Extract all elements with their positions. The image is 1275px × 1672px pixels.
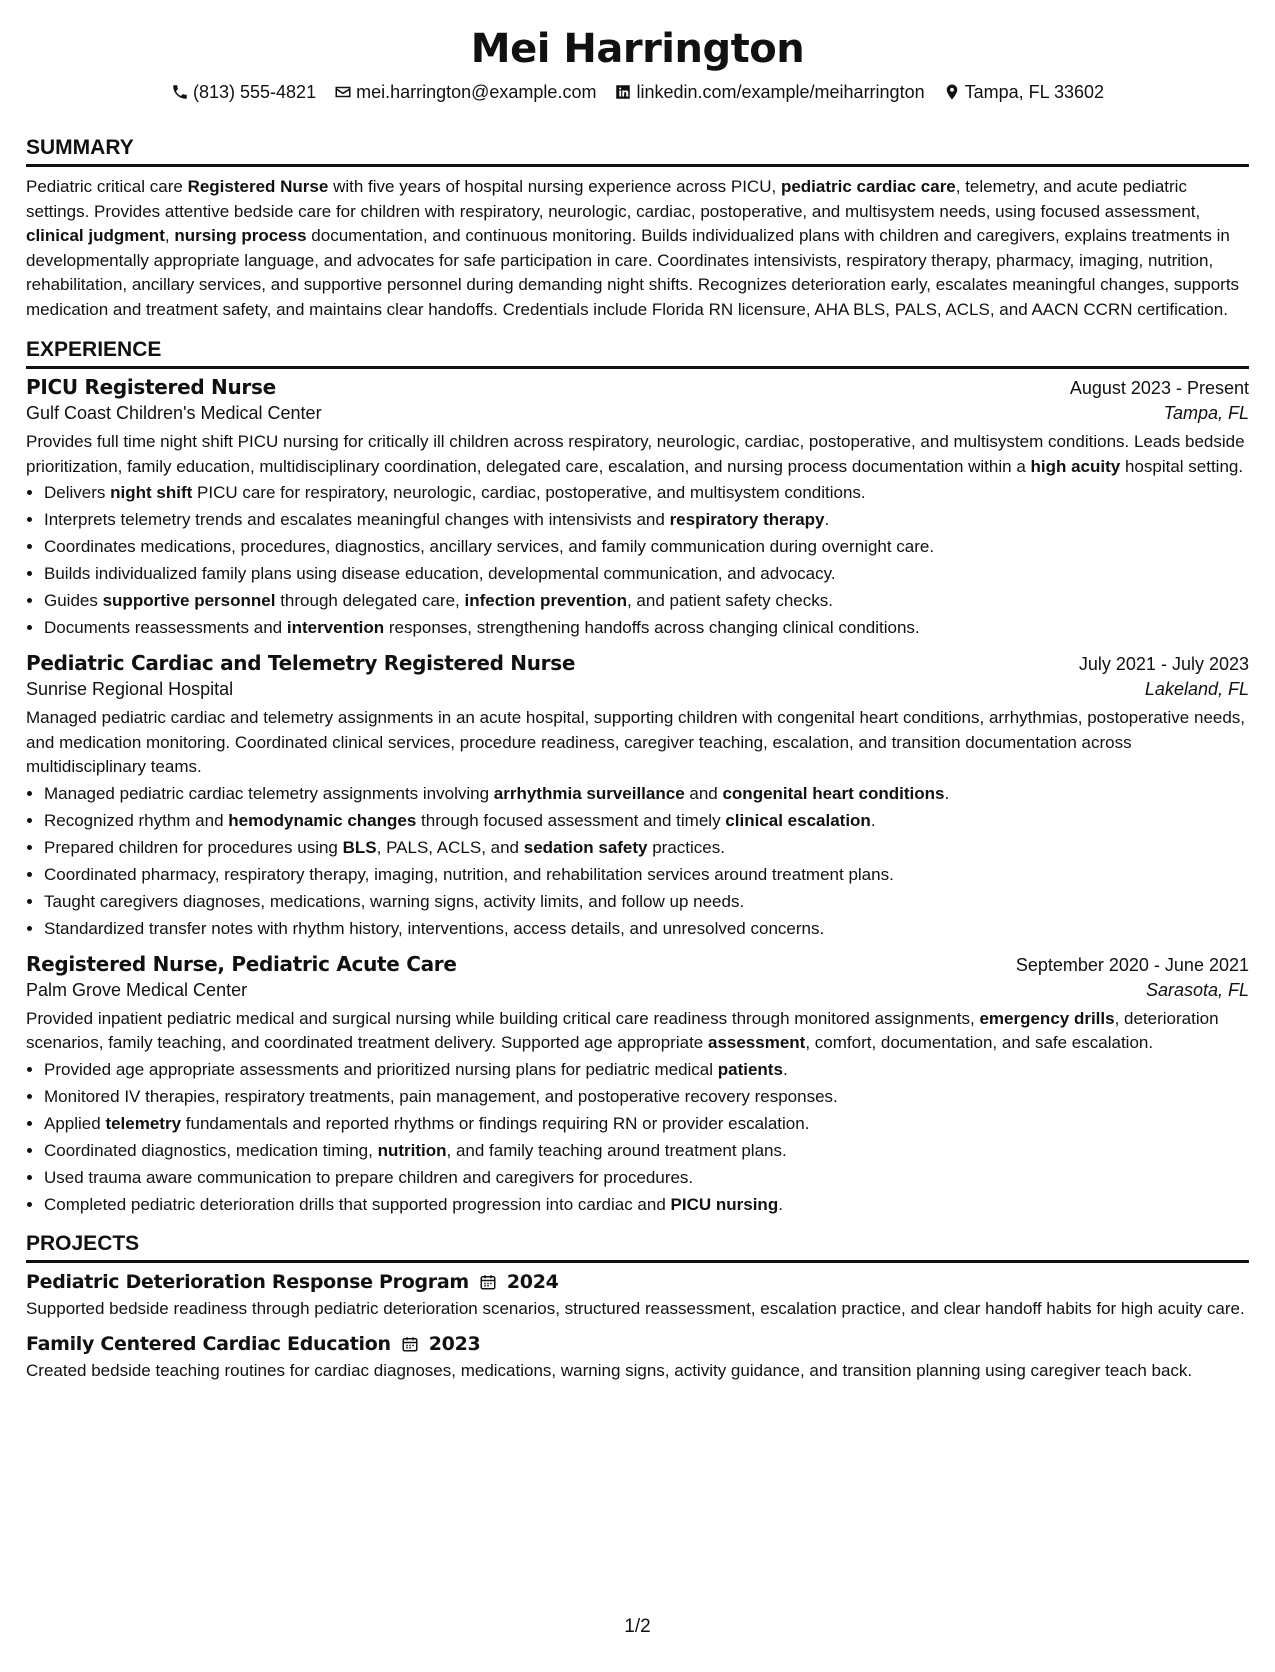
text-run: Provided age appropriate assessments and prioritized nursing plans for pediatric medical [44, 1059, 718, 1079]
bold-keyword: patients [717, 1059, 783, 1079]
project-entry [26, 1333, 1249, 1384]
bullet-item [44, 1137, 1249, 1164]
text-run: , comfort, documentation, and safe escalation. [805, 1033, 1154, 1052]
text-run: Coordinates medications, procedures, diagnostics, ancillary services, and family communication during overnight care. [44, 537, 935, 556]
text-run: through delegated care, [275, 591, 465, 610]
section-title-summary: SUMMARY [26, 134, 1249, 167]
job-bullets [26, 780, 1249, 942]
job-dates: July 2021 - July 2023 [1078, 654, 1249, 674]
text-run: responses, strengthening handoffs across changing clinical conditions. [384, 618, 920, 637]
text-run: . [778, 1194, 783, 1214]
text-run: Documents reassessments and [44, 618, 287, 637]
text-run: PICU care for respiratory, neurologic, cardiac, postoperative, and multisystem conditions. [192, 483, 866, 502]
envelope-icon [334, 83, 352, 101]
text-run: and [684, 783, 723, 803]
bullet-item [44, 1164, 1249, 1191]
bold-keyword: intervention [286, 618, 385, 637]
bold-keyword: Registered Nurse [187, 177, 329, 196]
project-title: Family Centered Cardiac Education [26, 1333, 391, 1355]
map-pin-icon [943, 83, 961, 101]
text-run: Provided inpatient pediatric medical and surgical nursing while building critical care readiness through monitored assignments, [26, 1008, 980, 1028]
text-run: Managed pediatric cardiac telemetry assignments involving [44, 783, 494, 803]
projects-section [26, 1230, 1249, 1384]
bullet-item [44, 1110, 1249, 1137]
job-entry [26, 651, 1249, 942]
section-title-experience: EXPERIENCE [26, 336, 1249, 369]
text-run: Guides [44, 591, 103, 610]
bullet-item [44, 1056, 1249, 1083]
experience-section [26, 336, 1249, 1218]
text-run: Builds individualized family plans using disease education, developmental communication, and advocacy. [44, 564, 836, 583]
text-run: Managed pediatric cardiac and telemetry assignments in an acute hospital, supporting children with congenital heart conditions, arrhythmias, postoperative needs, and medication monitoring. Coordinated clinical services, procedure readiness, caregiver teaching, escalation, and transition documentation across multidisciplinary teams. [26, 708, 1246, 776]
text-run: . [944, 783, 950, 803]
job-bullets [26, 479, 1249, 641]
text-run: through focused assessment and timely [416, 810, 726, 830]
job-entry [26, 375, 1249, 641]
job-description [26, 430, 1249, 479]
text-run: Interprets telemetry trends and escalates meaningful changes with intensivists and [44, 510, 670, 529]
calendar-icon [401, 1335, 419, 1353]
text-run: , deterioration scenarios, family teaching, and coordinated treatment delivery. Supported age appropriate [26, 1008, 1219, 1052]
text-run: Completed pediatric deterioration drills that supported progression into cardiac and [44, 1194, 671, 1214]
text-run: Coordinated pharmacy, respiratory therapy, imaging, nutrition, and rehabilitation services around treatment plans. [44, 864, 894, 884]
bold-keyword: nutrition [377, 1140, 447, 1160]
job-dates: August 2023 - Present [1069, 378, 1249, 398]
bold-keyword: supportive personnel [102, 591, 276, 610]
bold-keyword: clinical escalation [725, 810, 871, 830]
bullet-item [44, 861, 1249, 888]
section-title-projects: PROJECTS [26, 1230, 1249, 1263]
job-organization: Palm Grove Medical Center [26, 979, 248, 1000]
bold-keyword: high acuity [1030, 456, 1121, 476]
calendar-icon [479, 1273, 497, 1291]
job-organization: Gulf Coast Children's Medical Center [26, 403, 322, 423]
job-location: Lakeland, FL [1144, 679, 1249, 699]
text-run: , [164, 226, 175, 245]
bold-keyword: PICU nursing [670, 1194, 779, 1214]
bullet-item [44, 560, 1249, 587]
bold-keyword: assessment [707, 1033, 806, 1052]
bold-keyword: arrhythmia surveillance [493, 783, 685, 803]
bold-keyword: BLS [342, 837, 377, 857]
bullet-item [44, 587, 1249, 614]
bullet-item [44, 1191, 1249, 1218]
bullet-item [44, 479, 1249, 506]
bullet-item [44, 780, 1249, 807]
candidate-name: Mei Harrington [470, 26, 805, 72]
linkedin-icon [614, 83, 632, 101]
job-description [26, 706, 1249, 780]
text-run: , telemetry, and acute pediatric settings. Provides attentive bedside care for children with respiratory, neurologic, cardiac, postoperative, and multisystem needs, using focused assessment, [26, 177, 1201, 221]
bold-keyword: emergency drills [979, 1008, 1115, 1028]
job-location: Tampa, FL [1163, 403, 1249, 423]
bold-keyword: clinical judgment [26, 226, 165, 245]
bullet-item [44, 915, 1249, 942]
bold-keyword: hemodynamic changes [228, 810, 417, 830]
job-location: Sarasota, FL [1145, 979, 1249, 1000]
bold-keyword: respiratory therapy [669, 510, 825, 529]
text-run: Prepared children for procedures using [44, 837, 343, 857]
text-run: , and family teaching around treatment plans. [446, 1140, 787, 1160]
bullet-item [44, 533, 1249, 560]
contact-phone-text: (813) 555-4821 [192, 82, 317, 102]
bold-keyword: sedation safety [523, 837, 648, 857]
job-description [26, 1007, 1249, 1056]
contact-email[interactable] [334, 80, 596, 104]
contact-bar [0, 80, 1275, 104]
job-entry [26, 952, 1249, 1218]
bold-keyword: pediatric cardiac care [780, 177, 956, 196]
job-bullets [26, 1056, 1249, 1218]
contact-email-text[interactable]: mei.harrington@example.com [356, 82, 597, 102]
job-title: Pediatric Cardiac and Telemetry Registered Nurse [26, 651, 576, 675]
bullet-item [44, 506, 1249, 533]
bullet-item [44, 1083, 1249, 1110]
bullet-item [44, 834, 1249, 861]
text-run: Used trauma aware communication to prepare children and caregivers for procedures. [44, 1167, 694, 1187]
text-run: Taught caregivers diagnoses, medications, warning signs, activity limits, and follow up needs. [44, 891, 745, 911]
text-run: . [824, 510, 830, 529]
bold-keyword: nursing process [174, 226, 307, 245]
project-description: Supported bedside readiness through pediatric deterioration scenarios, structured reassessment, escalation practice, and clear handoff habits for high acuity care. [26, 1298, 1245, 1318]
contact-location [943, 80, 1104, 104]
text-run: Applied [44, 1113, 106, 1133]
summary-text [26, 175, 1249, 322]
text-run: Pediatric critical care [26, 177, 188, 196]
text-run: hospital setting. [1120, 456, 1244, 476]
text-run: . [782, 1059, 788, 1079]
bold-keyword: congenital heart conditions [722, 783, 945, 803]
summary-section [26, 134, 1249, 322]
text-run: Delivers [44, 483, 111, 502]
job-dates: September 2020 - June 2021 [1015, 954, 1249, 975]
phone-icon [171, 83, 189, 101]
contact-linkedin-text[interactable]: linkedin.com/example/meiharrington [636, 82, 925, 102]
bullet-item [44, 888, 1249, 915]
text-run: . [870, 810, 876, 830]
bullet-item [44, 807, 1249, 834]
bold-keyword: infection prevention [464, 591, 627, 610]
contact-phone [171, 80, 316, 104]
text-run: with five years of hospital nursing experience across PICU, [328, 177, 781, 196]
project-title: Pediatric Deterioration Response Program [26, 1270, 469, 1293]
bullet-item [44, 614, 1249, 641]
contact-location-text: Tampa, FL 33602 [964, 82, 1105, 102]
project-description: Created bedside teaching routines for cardiac diagnoses, medications, warning signs, activity guidance, and transition planning using caregiver teach back. [26, 1361, 1193, 1380]
job-title: PICU Registered Nurse [26, 375, 276, 399]
text-run: practices. [647, 837, 725, 857]
resume-page [0, 22, 1275, 1672]
job-organization: Sunrise Regional Hospital [26, 679, 234, 699]
text-run: Provides full time night shift PICU nursing for critically ill children across respiratory, neurologic, cardiac, postoperative, and multisystem conditions. Leads bedside prioritization, family education, multidisciplinary coordination, delegated care, escalation, and nursing process documentation within a [26, 432, 1245, 476]
project-year: 2023 [428, 1333, 481, 1355]
text-run: Standardized transfer notes with rhythm history, interventions, access details, and unresolved concerns. [44, 918, 825, 938]
text-run: Coordinated diagnostics, medication timing, [44, 1140, 378, 1160]
bold-keyword: night shift [110, 483, 193, 502]
page-number: 1/2 [624, 1616, 651, 1637]
project-year: 2024 [506, 1270, 559, 1293]
text-run: Recognized rhythm and [44, 810, 229, 830]
text-run: documentation, and continuous monitoring. Builds individualized plans with children and caregivers, explains treatments in developmentally appropriate language, and advocates for safe participation in care. Coordinates intensivists, respiratory therapy, pharmacy, imaging, nutrition, rehabilitation, ancillary services, and supportive personnel during demanding night shifts. Recognizes deterioration early, escalates meaningful changes, supports medication and treatment safety, and maintains clear handoffs. Credentials include Florida RN licensure, AHA BLS, PALS, ACLS, and AACN CCRN certification. [26, 226, 1240, 319]
text-run: Monitored IV therapies, respiratory treatments, pain management, and postoperative recovery responses. [44, 1086, 838, 1106]
bold-keyword: telemetry [105, 1113, 182, 1133]
text-run: , PALS, ACLS, and [376, 837, 524, 857]
text-run: fundamentals and reported rhythms or findings requiring RN or provider escalation. [181, 1113, 810, 1133]
text-run: , and patient safety checks. [626, 591, 833, 610]
job-title: Registered Nurse, Pediatric Acute Care [26, 951, 457, 976]
contact-linkedin[interactable] [614, 80, 924, 104]
project-entry [26, 1271, 1249, 1322]
